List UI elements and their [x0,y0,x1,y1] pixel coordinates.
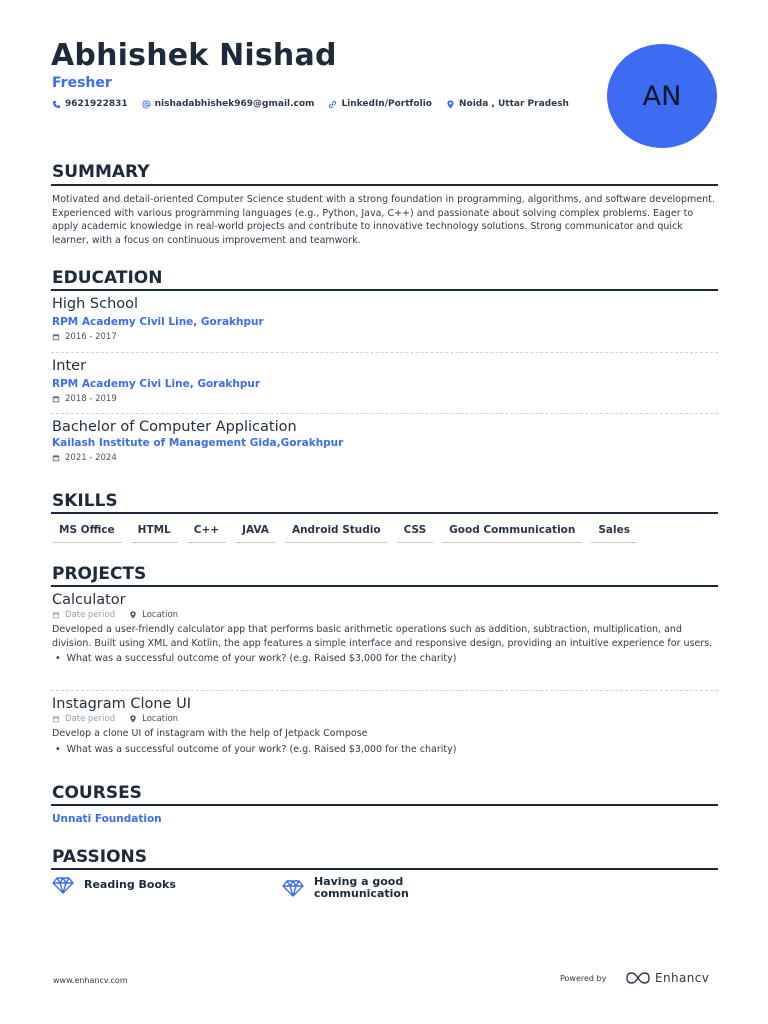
section-title-passions: PASSIONS [52,847,148,867]
project-item [52,696,718,755]
link-icon [328,100,337,109]
calendar-icon [52,333,60,341]
education-item [52,419,718,463]
section-divider [51,289,718,291]
calendar-icon [52,715,60,723]
project-date [52,714,115,724]
brand-logo[interactable] [625,971,709,985]
project-title: Instagram Clone UI [52,696,192,712]
item-divider [51,352,718,353]
project-date-text: Date period [65,714,116,724]
section-divider [51,512,718,514]
passion-item [52,876,176,894]
project-location [129,714,178,724]
education-dates [52,332,718,342]
location-pin-icon [129,715,137,723]
skill-tag: Sales [591,523,637,543]
avatar-initials: AN [642,80,682,112]
project-date [52,610,115,620]
education-school: Kailash Institute of Management Gida,Gorakhpur [52,437,344,449]
education-dates-text: 2016 - 2017 [65,332,117,342]
education-degree: High School [52,296,139,312]
section-divider [51,804,718,806]
education-degree: Inter [52,358,87,374]
powered-by-label: Powered by [560,974,607,983]
enhancv-logo-icon [625,971,651,985]
contact-phone[interactable] [52,99,128,109]
location-pin-icon [446,100,455,109]
course-item: Unnati Foundation [52,813,162,825]
candidate-role: Fresher [52,75,112,91]
phone-icon [52,100,61,109]
skill-tag: Good Communication [442,523,582,543]
email-text: nishadabhishek969@gmail.com [154,99,315,109]
project-location-text: Location [142,714,179,724]
passion-label: Having a good communication [314,875,409,900]
education-dates-text: 2021 - 2024 [65,453,117,463]
section-divider [51,585,718,587]
project-description: Developed a user-friendly calculator app that performs basic arithmetic operations such as addition, subtraction, multiplication, and division. Built using XML and Kotlin, the app features a simple interface and responsive design, providing an intuitive experience for users. [52,624,713,649]
section-divider [51,868,718,870]
link-text: LinkedIn/Portfolio [341,99,432,109]
project-bullet: • What was a successful outcome of your work? (e.g. Raised $3,000 for the charity) [52,744,718,755]
calendar-icon [52,454,60,462]
location-text: Noida , Uttar Pradesh [458,99,569,109]
education-school: RPM Academy Civil Line, Gorakhpur [52,316,264,328]
contact-email[interactable] [142,99,315,109]
project-date-text: Date period [65,610,116,620]
section-title-projects: PROJECTS [52,564,147,584]
section-title-summary: SUMMARY [52,162,150,182]
phone-text: 9621922831 [65,99,128,109]
education-school: RPM Academy Civi Line, Gorakhpur [52,378,261,390]
project-meta [52,610,718,620]
skill-tag: HTML [131,523,178,543]
education-dates [52,394,718,404]
contact-location [446,99,569,109]
location-pin-icon [129,611,137,619]
project-bullet: • What was a successful outcome of your work? (e.g. Raised $3,000 for the charity) [52,653,718,664]
calendar-icon [52,395,60,403]
education-item [52,296,718,342]
section-title-courses: COURSES [52,783,142,803]
item-divider [51,690,718,691]
project-meta [52,714,718,724]
item-divider [51,413,718,414]
skill-tag: MS Office [52,523,122,543]
skill-tag: C++ [187,523,226,543]
skill-tag: CSS [397,523,434,543]
candidate-name: Abhishek Nishad [51,38,337,73]
section-title-education: EDUCATION [52,268,163,288]
project-description: Develop a clone UI of instagram with the help of Jetpack Compose [52,728,368,739]
education-dates-text: 2018 - 2019 [65,394,117,404]
summary-text: Motivated and detail-oriented Computer Science student with a strong foundation in programming, algorithms, and software development. Experienced with various programming languages (e.g., Python, Java, C++) and passionate about solving complex problems. Eager to apply academic knowledge in real-world projects and contribute to innovative technology solutions. Strong communicator and quick learner, with a focus on continuous improvement and teamwork. [52,194,715,247]
section-divider [51,184,718,186]
project-item [52,592,718,664]
contact-row [52,99,569,109]
diamond-icon [52,876,74,894]
passion-item [282,876,424,900]
passion-label: Reading Books [84,878,176,891]
education-dates [52,453,718,463]
avatar [607,44,717,148]
project-title: Calculator [52,592,126,608]
contact-link[interactable] [328,99,432,109]
education-item [52,358,718,404]
skill-tag: JAVA [235,523,276,543]
brand-name: Enhancv [655,971,710,985]
skill-tag: Android Studio [285,523,388,543]
project-location [129,610,178,620]
skills-list [52,523,637,543]
footer-url[interactable]: www.enhancv.com [53,976,128,985]
at-icon [142,100,151,109]
calendar-icon [52,611,60,619]
project-location-text: Location [142,610,179,620]
section-title-skills: SKILLS [52,491,118,511]
diamond-icon [282,879,304,897]
education-degree: Bachelor of Computer Application [52,419,297,435]
